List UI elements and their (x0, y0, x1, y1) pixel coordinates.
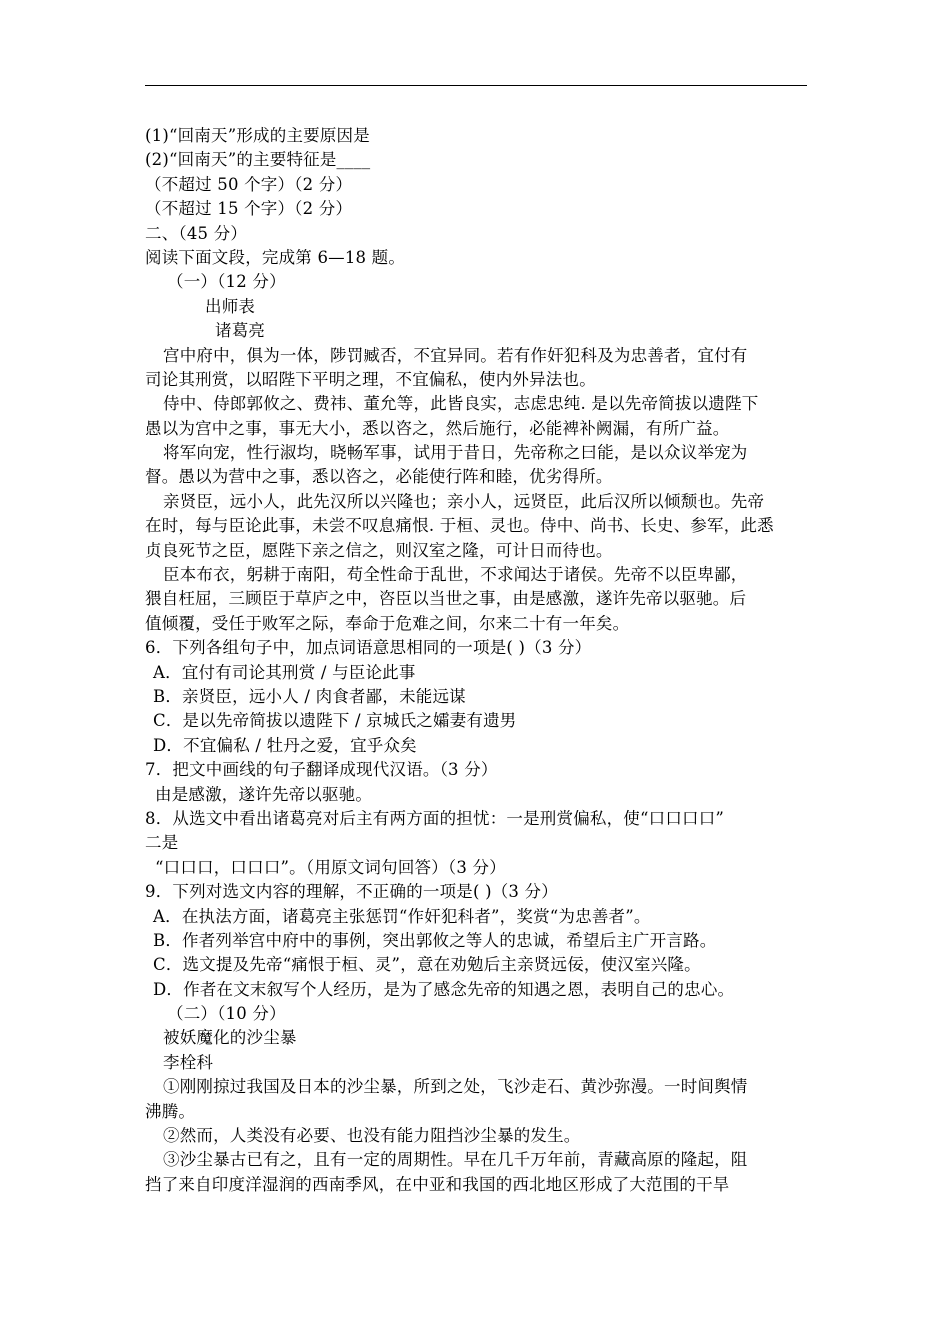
text-line: ③沙尘暴古已有之，且有一定的周期性。早在几千万年前，青藏高原的隆起，阻 (163, 1150, 748, 1170)
text-line: （二）（10 分） (167, 1004, 286, 1024)
text-line: ①刚刚掠过我国及日本的沙尘暴，所到之处，飞沙走石、黄沙弥漫。一时间舆情 (163, 1077, 748, 1097)
text-line: 值倾覆，受任于败军之际，奉命于危难之间，尔来二十有一年矣。 (145, 613, 630, 633)
text-line: 李栓科 (163, 1052, 214, 1072)
text-line: B．亲贤臣，远小人 / 肉食者鄙，未能远谋 (153, 686, 466, 706)
text-line: 二是 (145, 833, 179, 853)
text-line: 沸腾。 (145, 1101, 196, 1121)
text-line: (2)“回南天”的主要特征是____ (145, 150, 371, 170)
text-line: 由是感激，遂许先帝以驱驰。 (155, 784, 373, 804)
text-line: 二、（45 分） (145, 223, 248, 243)
text-line: 臣本布衣，躬耕于南阳，苟全性命于乱世，不求闻达于诸侯。先帝不以臣卑鄙， (163, 565, 748, 585)
text-line: C．选文提及先帝“痛恨于桓、灵”，意在劝勉后主亲贤远佞，使汉室兴隆。 (153, 955, 701, 975)
document-body (145, 124, 810, 1197)
text-line: “口口口，口口口”。（用原文词句回答）（3 分） (155, 857, 506, 877)
header-rule (145, 85, 807, 86)
text-line: D．不宜偏私 / 牡丹之爱，宜乎众矣 (153, 735, 417, 755)
text-line: 在时，每与臣论此事，未尝不叹息痛恨. 于桓、灵也。侍中、尚书、长史、参军，此悉 (145, 516, 774, 536)
text-line: 督。愚以为营中之事，悉以咨之，必能使行阵和睦，优劣得所。 (145, 467, 613, 487)
text-line: 宫中府中，俱为一体，陟罚臧否，不宜异同。若有作奸犯科及为忠善者，宜付有 (163, 345, 748, 365)
text-line: 诸葛亮 (215, 321, 266, 341)
text-line: （不超过 50 个字）（2 分） (145, 174, 353, 194)
text-line: A．在执法方面，诸葛亮主张惩罚“作奸犯科者”，奖赏“为忠善者”。 (153, 906, 651, 926)
text-line: (1)“回南天”形成的主要原因是 (145, 126, 370, 145)
text-line: 司论其刑赏，以昭陛下平明之理，不宜偏私，使内外异法也。 (145, 369, 596, 389)
text-line: 阅读下面文段，完成第 6—18 题。 (145, 247, 406, 267)
text-line: （一）（12 分） (167, 272, 286, 292)
text-line: 将军向宠，性行淑均，晓畅军事，试用于昔日，先帝称之曰能，是以众议举宠为 (163, 443, 748, 463)
text-line: 猥自枉屈，三顾臣于草庐之中，咨臣以当世之事，由是感激，遂许先帝以驱驰。后 (145, 589, 747, 609)
text-line: 亲贤臣，远小人，此先汉所以兴隆也；亲小人，远贤臣，此后汉所以倾颓也。先帝 (163, 491, 765, 511)
text-line: A．宜付有司论其刑赏 / 与臣论此事 (153, 662, 416, 682)
text-line: 9．下列对选文内容的理解，不正确的一项是( )（3 分） (145, 882, 558, 902)
text-line: B．作者列举宫中府中的事例，突出郭攸之等人的忠诚，希望后主广开言路。 (153, 930, 717, 950)
text-line: 侍中、侍郎郭攸之、费祎、董允等，此皆良实，志虑忠纯. 是以先帝简拔以遗陛下 (163, 394, 759, 414)
text-line: D．作者在文末叙写个人经历，是为了感念先帝的知遇之恩，表明自己的忠心。 (153, 979, 735, 999)
text-line: C．是以先帝简拔以遗陛下 / 京城氏之孀妻有遗男 (153, 711, 517, 731)
text-line: 被妖魔化的沙尘暴 (163, 1028, 297, 1048)
text-line: 愚以为宫中之事，事无大小，悉以咨之，然后施行，必能裨补阙漏，有所广益。 (145, 418, 730, 438)
text-line: ②然而，人类没有必要、也没有能力阻挡沙尘暴的发生。 (163, 1126, 581, 1146)
text-line: 6．下列各组句子中，加点词语意思相同的一项是( )（3 分） (145, 638, 592, 658)
text-line: 7．把文中画线的句子翻译成现代汉语。（3 分） (145, 760, 498, 780)
text-line: （不超过 15 个字）（2 分） (145, 199, 353, 219)
text-line: 出师表 (205, 296, 256, 316)
text-line: 挡了来自印度洋湿润的西南季风，在中亚和我国的西北地区形成了大范围的干旱 (145, 1174, 730, 1194)
text-line: 8．从选文中看出诸葛亮对后主有两方面的担忧：一是刑赏偏私，使“口口口口” (145, 808, 725, 828)
text-line: 贞良死节之臣，愿陛下亲之信之，则汉室之隆，可计日而待也。 (145, 540, 613, 560)
